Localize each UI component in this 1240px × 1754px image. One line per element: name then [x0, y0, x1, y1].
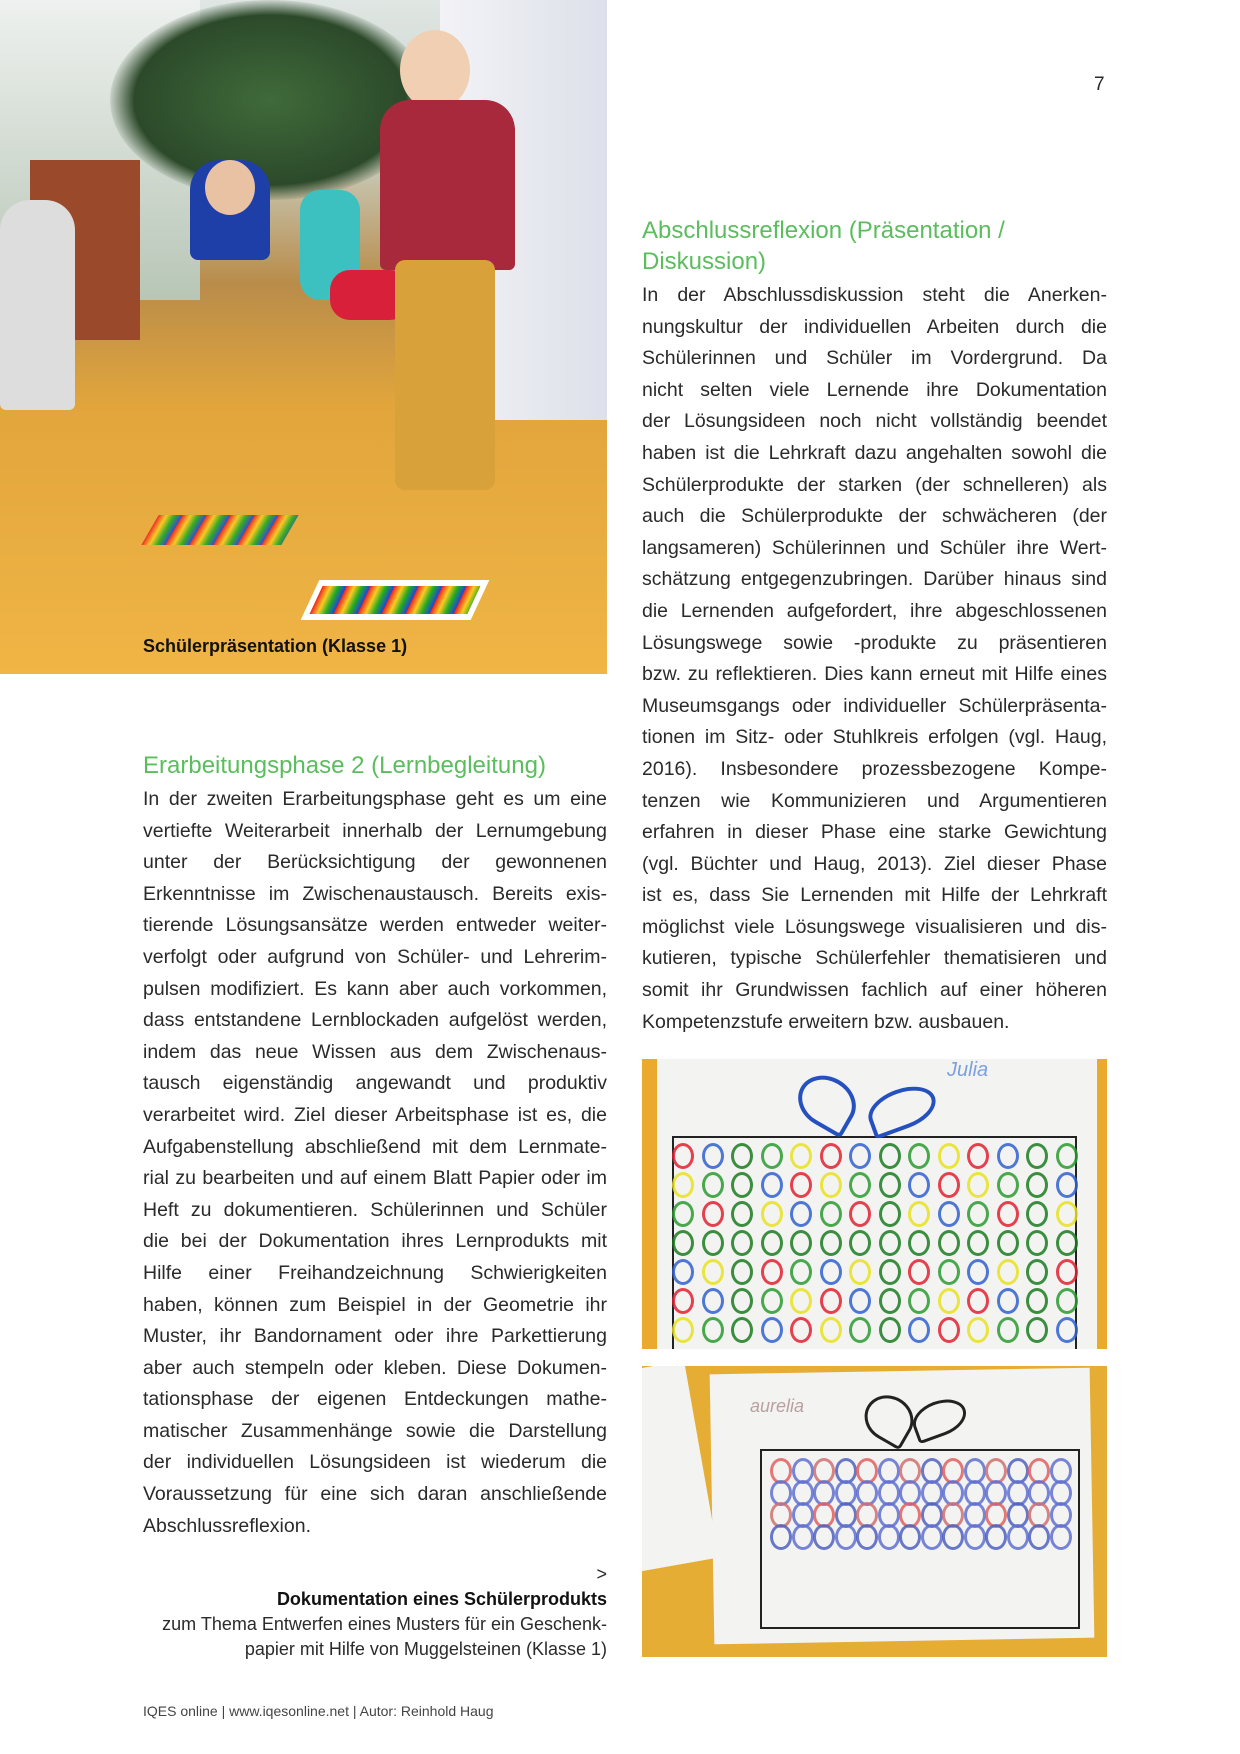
section-body-right [642, 280, 1107, 1038]
text-line: Hilfe einer Freihandzeichnung Schwierigkeiten [143, 1261, 607, 1284]
crayon-dot [1026, 1288, 1048, 1314]
crayon-dot [790, 1317, 812, 1343]
text-line: somit ihr Grundwissen fachlich auf einer höheren [642, 979, 1107, 1002]
crayon-dot [908, 1172, 930, 1198]
crayon-dot [967, 1317, 989, 1343]
text-line: 2016). Insbesondere prozessbezogene Kompe- [642, 757, 1107, 780]
crayon-dot [820, 1172, 842, 1198]
crayon-dot [938, 1317, 960, 1343]
crayon-dot [702, 1288, 724, 1314]
text-line: Schülerprodukte der starken (der schnelleren) als [642, 473, 1107, 496]
section-heading-abschlussreflexion-cont: Diskussion) [642, 248, 767, 275]
text-line: der Lösungsideen noch nicht vollständig beendet [642, 410, 1107, 433]
crayon-dot [938, 1143, 960, 1169]
crayon-dot [997, 1143, 1019, 1169]
crayon-dot [820, 1230, 842, 1256]
crayon-dot [938, 1172, 960, 1198]
image-caption-line: zum Thema Entwerfen eines Musters für ein Geschenk- [162, 1614, 607, 1634]
text-line: Kompetenzstufe erweitern bzw. ausbauen. [642, 1010, 1010, 1033]
crayon-dot [879, 1201, 901, 1227]
text-line: vertiefte Weiterarbeit innerhalb der Lernumgebung [143, 819, 607, 842]
crayon-dot [967, 1230, 989, 1256]
crayon-dot [761, 1143, 783, 1169]
text-line: In der Abschlussdiskussion steht die Anerken- [642, 284, 1107, 306]
crayon-dot [792, 1524, 814, 1550]
photo-caption: Schülerpräsentation (Klasse 1) [143, 636, 408, 656]
text-line: verfolgt oder aufgrund von Schüler- und Lehrerim- [143, 945, 607, 968]
crayon-dot [790, 1288, 812, 1314]
text-line: In der zweiten Erarbeitungsphase geht es um eine [143, 788, 607, 810]
crayon-dot [820, 1288, 842, 1314]
crayon-dot [997, 1201, 1019, 1227]
student-drawing-julia [642, 1059, 1107, 1349]
crayon-dot [790, 1201, 812, 1227]
crayon-dot [820, 1201, 842, 1227]
footer: IQES online | www.iqesonline.net | Autor: Reinhold Haug [143, 1703, 494, 1719]
crayon-dot [879, 1230, 901, 1256]
crayon-dot [731, 1143, 753, 1169]
text-line: kutieren, typische Schülerfehler thematisieren und [642, 947, 1107, 970]
crayon-dot [985, 1524, 1007, 1550]
section-heading-abschlussreflexion: Abschlussreflexion (Präsentation / [642, 217, 1005, 244]
crayon-dot [967, 1259, 989, 1285]
text-line: tierende Lösungsansätze werden entweder weiter- [143, 914, 607, 937]
crayon-dot [856, 1524, 878, 1550]
crayon-dot [849, 1172, 871, 1198]
crayon-dot [731, 1317, 753, 1343]
crayon-dot [938, 1230, 960, 1256]
crayon-dot [908, 1230, 930, 1256]
page-number: 7 [1094, 74, 1105, 95]
crayon-dot [964, 1524, 986, 1550]
text-line: Aufgabenstellung abschließend mit dem Lernmate- [143, 1135, 607, 1158]
student-drawing-aurelia [642, 1366, 1107, 1657]
crayon-dot [835, 1524, 857, 1550]
crayon-dot [731, 1230, 753, 1256]
crayon-dot [849, 1143, 871, 1169]
text-line: haben, können zum Beispiel in der Geometrie ihr [143, 1293, 607, 1316]
crayon-dot [849, 1259, 871, 1285]
crayon-dot [702, 1259, 724, 1285]
crayon-dot [731, 1288, 753, 1314]
drawing-name: aurelia [750, 1396, 805, 1416]
text-line: langsameren) Schülerinnen und Schüler ihre Wert- [642, 536, 1107, 559]
crayon-dot [967, 1201, 989, 1227]
crayon-dot [1028, 1524, 1050, 1550]
crayon-dot [672, 1317, 694, 1343]
text-line: aber auch stempeln oder kleben. Diese Dokumen- [143, 1356, 607, 1379]
crayon-dot [1056, 1172, 1078, 1198]
crayon-dot [790, 1230, 812, 1256]
text-line: Muster, ihr Bandornament oder ihre Parkettierung [143, 1325, 607, 1348]
crayon-dot [1026, 1201, 1048, 1227]
text-line: Lösungswege sowie -produkte zu präsentieren [642, 631, 1107, 654]
text-line: tationsphase der eigenen Entdeckungen mathe- [143, 1388, 607, 1411]
crayon-dot [1056, 1288, 1078, 1314]
crayon-dot [672, 1288, 694, 1314]
text-line: die bei der Dokumentation ihres Lernprodukts mit [143, 1230, 607, 1253]
text-line: Voraussetzung für eine sich daran anschließende [143, 1483, 607, 1506]
crayon-dot [1056, 1317, 1078, 1343]
crayon-dot [938, 1288, 960, 1314]
crayon-dot [702, 1230, 724, 1256]
crayon-dot [761, 1230, 783, 1256]
text-line: möglichst viele Lösungswege visualisieren und dis- [642, 915, 1107, 938]
text-line: Erkenntnisse im Zwischenaustausch. Bereits exis- [143, 882, 607, 905]
crayon-dot [879, 1288, 901, 1314]
crayon-dot [849, 1317, 871, 1343]
text-line: auch die Schülerprodukte der schwächeren (der [642, 505, 1107, 528]
crayon-dot [967, 1172, 989, 1198]
text-line: tenzen wie Kommunizieren und Argumentieren [642, 789, 1107, 812]
crayon-dot [731, 1259, 753, 1285]
crayon-dot [908, 1259, 930, 1285]
caption-arrow-icon: > [596, 1564, 607, 1584]
crayon-dot [967, 1288, 989, 1314]
crayon-dot [761, 1172, 783, 1198]
crayon-dot [672, 1201, 694, 1227]
text-line: unter der Berücksichtigung der gewonnenen [143, 851, 607, 874]
image-caption-title: Dokumentation eines Schülerprodukts [276, 1589, 607, 1609]
drawing-name: Julia [947, 1059, 989, 1081]
text-line: der individuellen Lösungsideen ist wiederum die [143, 1451, 607, 1474]
crayon-dot [672, 1230, 694, 1256]
crayon-dot [702, 1143, 724, 1169]
text-line: pulsen modifiziert. Es kann aber auch vorkommen, [143, 977, 607, 1000]
crayon-dot [938, 1201, 960, 1227]
crayon-dot [672, 1143, 694, 1169]
crayon-dot [702, 1317, 724, 1343]
crayon-dot [997, 1230, 1019, 1256]
text-line: nungskultur der individuellen Arbeiten durch die [642, 315, 1107, 338]
crayon-dot [908, 1317, 930, 1343]
crayon-dot [1026, 1259, 1048, 1285]
crayon-dot [849, 1230, 871, 1256]
crayon-dot [849, 1201, 871, 1227]
crayon-dot [997, 1288, 1019, 1314]
crayon-dot [899, 1524, 921, 1550]
crayon-dot [731, 1201, 753, 1227]
crayon-dot [702, 1172, 724, 1198]
text-line: nicht selten viele Lernende ihre Dokumentation [642, 378, 1107, 401]
text-line: Abschlussreflexion. [143, 1514, 311, 1537]
crayon-dot [997, 1317, 1019, 1343]
crayon-dot [997, 1172, 1019, 1198]
text-line: matischer Zusammenhänge sowie die Darstellung [143, 1419, 607, 1442]
crayon-dot [761, 1259, 783, 1285]
text-line: die Lernenden aufgefordert, ihre abgeschlossenen [642, 599, 1107, 622]
crayon-dot [997, 1259, 1019, 1285]
classroom-photo [0, 0, 607, 674]
crayon-dot [849, 1288, 871, 1314]
text-line: verarbeitet wird. Ziel dieser Arbeitsphase ist es, die [143, 1103, 607, 1126]
image-caption-line: papier mit Hilfe von Muggelsteinen (Klasse 1) [244, 1639, 607, 1659]
text-line: (vgl. Büchter und Haug, 2013). Ziel dieser Phase [642, 852, 1107, 875]
crayon-dot [820, 1259, 842, 1285]
text-line: dass entstandene Lernblockaden aufgelöst werden, [143, 1009, 607, 1032]
crayon-dot [790, 1172, 812, 1198]
crayon-dot [761, 1317, 783, 1343]
crayon-dot [879, 1317, 901, 1343]
text-line: rial zu bearbeiten und auf einem Blatt Papier oder im [143, 1167, 607, 1190]
crayon-dot [813, 1524, 835, 1550]
text-line: indem das neue Wissen aus dem Zwischenaus- [143, 1040, 607, 1063]
crayon-dot [1007, 1524, 1029, 1550]
text-line: haben ist die Lehrkraft dazu angehalten sowohl die [642, 441, 1107, 464]
crayon-dot [702, 1201, 724, 1227]
crayon-dot [908, 1143, 930, 1169]
crayon-dot [878, 1524, 900, 1550]
section-heading-erarbeitungsphase: Erarbeitungsphase 2 (Lernbegleitung) [143, 752, 546, 779]
crayon-dot [790, 1143, 812, 1169]
crayon-dot [1026, 1172, 1048, 1198]
crayon-dot [820, 1143, 842, 1169]
crayon-dot [790, 1259, 812, 1285]
crayon-dot [1056, 1259, 1078, 1285]
crayon-dot [908, 1201, 930, 1227]
text-line: erfahren in dieser Phase eine starke Gewichtung [642, 821, 1107, 844]
crayon-dot [1056, 1143, 1078, 1169]
crayon-dot [879, 1172, 901, 1198]
text-line: schätzung entgegenzubringen. Darüber hinaus sind [642, 568, 1107, 591]
crayon-dot [1056, 1201, 1078, 1227]
crayon-dot [1026, 1317, 1048, 1343]
crayon-dot [820, 1317, 842, 1343]
text-line: tionen im Sitz- oder Stuhlkreis erfolgen (vgl. Haug, [642, 726, 1107, 749]
text-line: Heft zu dokumentieren. Schülerinnen und Schüler [143, 1198, 607, 1221]
text-line: tausch eigenständig angewandt und produktiv [143, 1072, 607, 1095]
crayon-dot [761, 1288, 783, 1314]
crayon-dot [1050, 1524, 1072, 1550]
crayon-dot [938, 1259, 960, 1285]
crayon-dot [967, 1143, 989, 1169]
crayon-dot [672, 1172, 694, 1198]
text-line: Museumsgangs oder individueller Schülerpräsenta- [642, 694, 1107, 717]
crayon-dot [1026, 1230, 1048, 1256]
text-line: ist es, dass Sie Lernenden mit Hilfe der Lehrkraft [642, 884, 1107, 907]
text-line: bzw. zu reflektieren. Dies kann erneut mit Hilfe eines [642, 663, 1107, 686]
crayon-dot [672, 1259, 694, 1285]
crayon-dot [921, 1524, 943, 1550]
crayon-dot [1026, 1143, 1048, 1169]
crayon-dot [908, 1288, 930, 1314]
crayon-dot [731, 1172, 753, 1198]
crayon-dot [761, 1201, 783, 1227]
crayon-dot [942, 1524, 964, 1550]
crayon-dot [770, 1524, 792, 1550]
crayon-dot [879, 1259, 901, 1285]
crayon-dot [1056, 1230, 1078, 1256]
section-body-left [143, 784, 607, 1542]
crayon-dot [879, 1143, 901, 1169]
text-line: Schülerinnen und Schüler im Vordergrund. Da [642, 347, 1107, 370]
